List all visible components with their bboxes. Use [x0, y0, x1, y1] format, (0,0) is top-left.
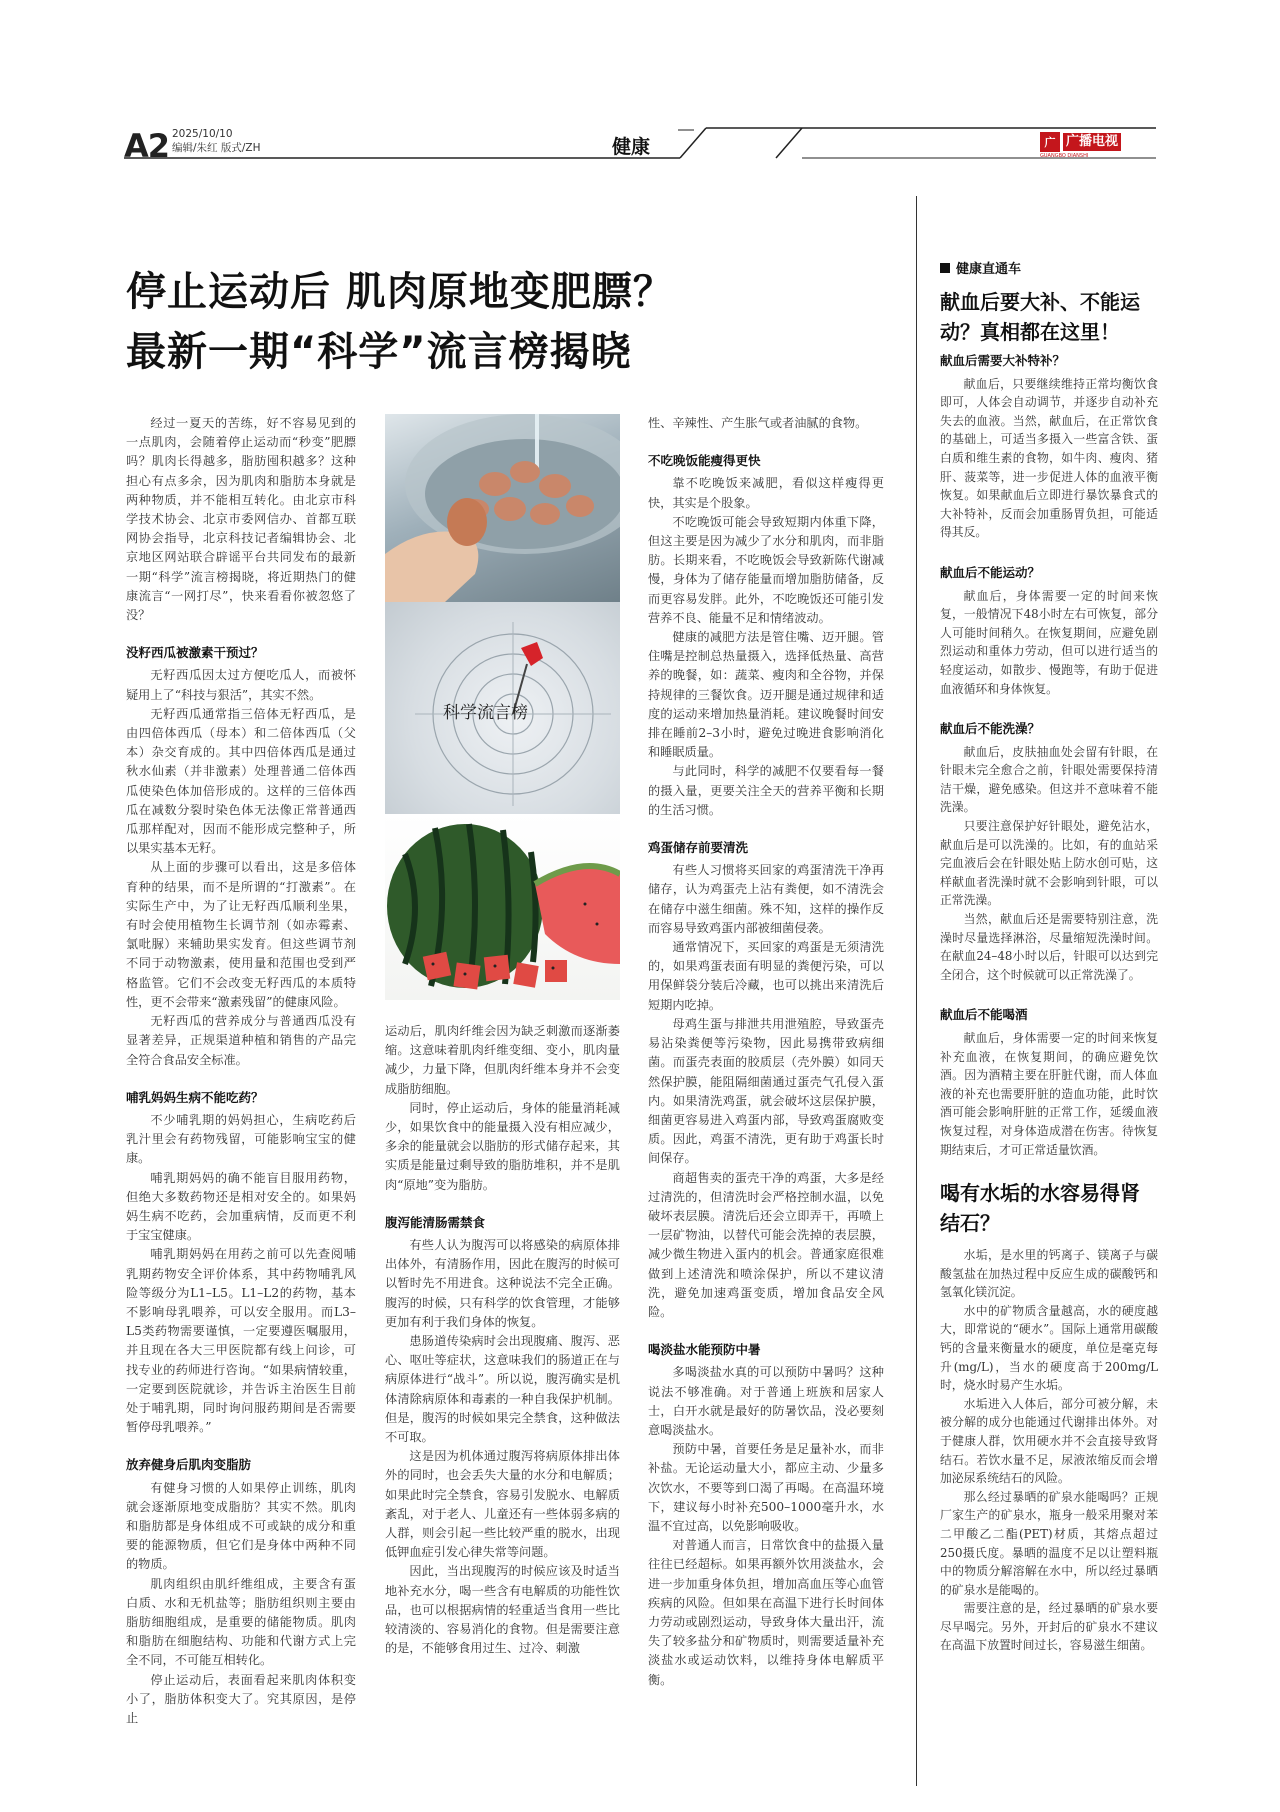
paragraph: 无籽西瓜通常指三倍体无籽西瓜，是由四倍体西瓜（母本）和二倍体西瓜（父本）杂交育成的。其中四倍体西瓜是通过秋水仙素（并非激素）处理普通二倍体西瓜使染色体加倍形成的。这样的三倍体西瓜在减数分裂时染色体无法像正常普通西瓜那样配对，因而不能形成完整种子，所以果实基本无籽。	[126, 706, 356, 856]
issue-date: 2025/10/10	[172, 128, 233, 140]
intro-paragraph: 经过一夏天的苦练，好不容易见到的一点肌肉，会随着停止运动而“秒变”肥膘吗？肌肉长得越多，脂肪囤积越多？这种担心有点多余，因为肌肉和脂肪本身就是两种物质，并不能相互转化。由北京市科学技术协会、北京市委网信办、首都互联网协会指导，北京科技记者编辑协会、北京地区网站联合辟谣平台共同发布的最新一期“科学”流言榜揭晓，将近期热门的健康流言“一网打尽”，快来看看你被忽悠了没？	[126, 416, 356, 623]
section-title: 健康	[612, 136, 651, 158]
paragraph: 商超售卖的蛋壳干净的鸡蛋，大多是经过清洗的，但清洗时会严格控制水温，以免破坏表层膜。清洗后还会立即弄干，再喷上一层矿物油，以替代可能会洗掉的表层膜，减少微生物进入蛋内的机会。普通家庭很难做到上述清洗和喷涂保护，所以不建议清洗，避免加速鸡蛋变质，增加食品安全风险。	[648, 1170, 884, 1319]
eggs-illustration	[385, 414, 620, 602]
logo-text: 广播电视	[1063, 133, 1121, 151]
paragraph: 需要注意的是，经过暴晒的矿泉水要尽早喝完。另外，开封后的矿泉水不建议在高温下放置时间过长，容易滋生细菌。	[940, 1601, 1158, 1653]
main-headline	[126, 262, 906, 382]
paragraph: 哺乳期妈妈在用药之前可以先查阅哺乳期药物安全评价体系，其中药物哺乳风险等级分为L1–L5。L1–L2的药物，基本不影响母乳喂养，可以安全服用。而L3–L5类药物需要谨慎，一定要遵医嘱服用，并且现在各大三甲医院都有线上问诊，可找专业的药师进行咨询。“如果病情较重，一定要到医院就诊，并告诉主治医生目前处于哺乳期，同时询问服药期间是否需要暂停母乳喂养。”	[126, 1247, 356, 1435]
subhead-diarrhea-fasting: 腹泻能清肠需禁食	[385, 1214, 486, 1230]
square-bullet-icon	[940, 263, 950, 273]
logo-subtext: GUANGBO DIANSHI	[1040, 153, 1089, 159]
sidebar-title-blood-donation	[940, 287, 1160, 347]
article-column-2	[385, 1022, 620, 1659]
paragraph: 无籽西瓜因太过方便吃瓜人，而被怀疑用上了“科技与狠活”，其实不然。	[126, 668, 356, 702]
paragraph: 性、辛辣性、产生胀气或者油腻的食物。	[648, 416, 868, 430]
paragraph: 与此同时，科学的减肥不仅要看每一餐的摄入量，更要关注全天的营养平衡和长期的生活习惯。	[648, 764, 884, 817]
paragraph: 无籽西瓜的营养成分与普通西瓜没有显著差异，正规渠道种植和销售的产品完全符合食品安全标准。	[126, 1014, 356, 1067]
subhead-breastfeeding-medicine: 哺乳妈妈生病不能吃药？	[126, 1089, 264, 1105]
subhead-donation-exercise: 献血后不能运动？	[940, 564, 1041, 580]
paragraph: 献血后，身体需要一定的时间来恢复，一般情况下48小时左右可恢复，部分人可能时间稍久。在恢复期间，应避免剧烈运动和重体力劳动，但可以进行适当的轻度运动，如散步、慢跑等，有助于促进血液循环和身体恢复。	[940, 588, 1158, 696]
page-number: A2	[124, 127, 170, 165]
paragraph: 这是因为机体通过腹泻将病原体排出体外的同时，也会丢失大量的水分和电解质；如果此时完全禁食，容易引发脱水、电解质紊乱，对于老人、儿童还有一些体弱多病的人群，则会引起一些比较严重的脱水，出现低钾血症引发心律失常等问题。	[385, 1449, 620, 1560]
paragraph: 献血后，身体需要一定的时间来恢复补充血液，在恢复期间，的确应避免饮酒。因为酒精主要在肝脏代谢，而人体血液的补充也需要肝脏的造血功能，此时饮酒可能会影响肝脏的正常工作，延缓血液恢复过程，对身体造成潜在伤害。待恢复期结束后，才可正常适量饮酒。	[940, 1031, 1158, 1157]
paragraph: 患肠道传染病时会出现腹痛、腹泻、恶心、呕吐等症状，这意味我们的肠道正在与病原体进行“战斗”。所以说，腹泻确实是机体清除病原体和毒素的一种自我保护机制。但是，腹泻的时候如果完全禁食，这种做法不可取。	[385, 1334, 620, 1445]
article-column-1	[126, 414, 356, 1728]
sidebar-title-scale-water	[940, 1178, 1160, 1238]
paragraph: 不少哺乳期的妈妈担心，生病吃药后乳汁里会有药物残留，可能影响宝宝的健康。	[126, 1112, 356, 1166]
rumor-list-graphic	[385, 602, 620, 814]
sidebar-blood-donation-body	[940, 352, 1158, 1159]
paragraph: 水中的矿物质含量越高，水的硬度越大，即常说的“硬水”。国际上通常用碳酸钙的含量来衡量水的硬度，单位是毫克每升(mg/L)，当水的硬度高于200mg/L时，烧水时易产生水垢。	[940, 1303, 1158, 1393]
paragraph: 有些人习惯将买回家的鸡蛋清洗干净再储存，认为鸡蛋壳上沾有粪便，如不清洗会在储存中滋生细菌。殊不知，这样的操作反而容易导致鸡蛋内部被细菌侵袭。	[648, 863, 884, 935]
paragraph: 预防中暑，首要任务是足量补水，而非补盐。无论运动量大小，都应主动、少量多次饮水，不要等到口渴了再喝。在高温环境下，建议每小时补充500–1000毫升水，水温不宜过高，以免影响吸收。	[648, 1442, 884, 1533]
logo-mark: 广	[1040, 132, 1060, 152]
paragraph: 有些人认为腹泻可以将感染的病原体排出体外，有清肠作用，因此在腹泻的时候可以暂时先不用进食。这种说法不完全正确。腹泻的时候，只有科学的饮食管理，才能够更加有利于我们身体的恢复。	[385, 1238, 620, 1329]
subhead-donation-alcohol: 献血后不能喝酒	[940, 1007, 1028, 1023]
column-divider	[916, 196, 917, 1786]
paragraph: 靠不吃晚饭来减肥，看似这样瘦得更快，其实是个股象。	[648, 476, 884, 510]
paragraph: 哺乳期妈妈的确不能盲目服用药物，但绝大多数药物还是相对安全的。如果妈妈生病不吃药，会加重病情，反而更不利于宝宝健康。	[126, 1170, 356, 1243]
paragraph: 不吃晚饭可能会导致短期内体重下降，但这主要是因为减少了水分和肌肉，而非脂肪。长期来看，不吃晚饭会导致新陈代谢减慢，身体为了储存能量而增加脂肪储备，反而更容易发胖。此外，不吃晚饭还可能引发营养不良、能量不足和情绪波动。	[648, 514, 884, 625]
subhead-salt-water: 喝淡盐水能预防中暑	[648, 1342, 761, 1358]
sidebar-title-line: 喝有水垢的水容易得肾	[940, 1181, 1140, 1205]
paragraph: 母鸡生蛋与排泄共用泄殖腔，导致蛋壳易沾染粪便等污染物，因此易携带致病细菌。而蛋壳表面的胶质层（壳外膜）如同天然保护膜，能阻隔细菌通过蛋壳气孔侵入蛋内。如果清洗鸡蛋，就会破坏这层保护膜，细菌更容易进入鸡蛋内部，导致鸡蛋腐败变质。因此，鸡蛋不清洗，更有助于鸡蛋长时间保存。	[648, 1016, 884, 1166]
paragraph: 水垢进入人体后，部分可被分解，未被分解的成分也能通过代谢排出体外。对于健康人群，饮用硬水并不会直接导致肾结石。若饮水量不足，尿液浓缩反而会增加泌尿系统结石的风险。	[940, 1396, 1158, 1486]
paragraph: 运动后，肌肉纤维会因为缺乏刺激而逐渐萎缩。这意味着肌肉纤维变细、变小，肌肉量减少，力量下降，但肌肉纤维本身并不会变成脂肪细胞。	[385, 1024, 620, 1096]
paragraph: 对普通人而言，日常饮食中的盐摄入量往往已经超标。如果再额外饮用淡盐水，会进一步加重身体负担，增加高血压等心血管疾病的风险。但如果在高温下进行长时间体力劳动或剧烈运动，导致身体大量出汗，流失了较多盐分和矿物质时，则需要适量补充淡盐水或运动饮料，以维持身体电解质平衡。	[648, 1538, 884, 1687]
watermelon-illustration	[385, 814, 620, 1000]
subhead-seedless-watermelon: 没籽西瓜被激素干预过？	[126, 645, 264, 661]
editor-credit: 编辑/朱红 版式/ZH	[172, 142, 261, 154]
paragraph: 水垢，是水里的钙离子、镁离子与碳酸氢盐在加热过程中反应生成的碳酸钙和氢氧化镁沉淀。	[940, 1248, 1158, 1300]
rumor-list-label: 科学流言榜	[443, 703, 528, 723]
eggs-washing-photo	[385, 414, 620, 602]
paragraph: 有健身习惯的人如果停止训练，肌肉就会逐渐原地变成脂肪？其实不然。肌肉和脂肪都是身体组成不可或缺的成分和重要的能源物质，但它们是身体中两种不同的物质。	[126, 1480, 356, 1572]
subhead-donation-bathing: 献血后不能洗澡？	[940, 721, 1041, 737]
sidebar-title-line: 动？真相都在这里！	[940, 320, 1120, 344]
paragraph: 当然，献血后还是需要特别注意，洗澡时尽量选择淋浴，尽量缩短洗澡时间。在献血24–48小时以后，针眼可以达到完全闭合，这个时候就可以正常洗澡了。	[940, 912, 1158, 982]
headline-line-2: 最新一期“科学”流言榜揭晓	[126, 329, 632, 375]
header-rules	[120, 124, 1160, 164]
paragraph: 通常情况下，买回家的鸡蛋是无须清洗的，如果鸡蛋表面有明显的粪便污染，可以用保鲜袋分装后冷藏，也可以挑出来清洗后短期内吃掉。	[648, 940, 884, 1012]
headline-line-1: 停止运动后 肌肉原地变肥膘？	[126, 269, 674, 315]
paragraph: 肌肉组织由肌纤维组成，主要含有蛋白质、水和无机盐等；脂肪组织则主要由脂肪细胞组成，是重要的储能物质。肌肉和脂肪在细胞结构、功能和代谢方式上完全不同，不可能互相转化。	[126, 1576, 356, 1668]
paragraph: 同时，停止运动后，身体的能量消耗减少，如果饮食中的能量摄入没有相应减少，多余的能量就会以脂肪的形式储存起来，其实质是能量过剩导致的脂肪堆积，并不是肌肉“原地”变为脂肪。	[385, 1100, 620, 1192]
article-column-3	[648, 414, 884, 1690]
paragraph: 献血后，只要继续维持正常均衡饮食即可，人体会自动调节，并逐步自动补充失去的血液。当然，献血后，在正常饮食的基础上，可适当多摄入一些富含铁、蛋白质和维生素的食物，如牛肉、瘦肉、猪肝、菠菜等，进一步促进人体的血液平衡恢复。如果献血后立即进行暴饮暴食式的大补特补，反而会加重肠胃负担，可能适得其反。	[940, 376, 1158, 540]
sidebar-scale-water-body	[940, 1246, 1158, 1655]
sidebar-tag	[940, 258, 1021, 277]
subhead-donation-supplements: 献血后需要大补特补？	[940, 353, 1066, 368]
sidebar-title-line: 结石？	[940, 1211, 1000, 1235]
paragraph: 那么经过暴晒的矿泉水能喝吗？正规厂家生产的矿泉水，瓶身一般采用聚对苯二甲酸乙二酯(PET)材质，其熔点超过250摄氏度。暴晒的温度不足以让塑料瓶中的物质分解溶解在水中，所以经过暴晒的矿泉水是能喝的。	[940, 1489, 1158, 1597]
subhead-muscle-to-fat: 放弃健身后肌肉变脂肪	[126, 1457, 252, 1473]
subhead-skip-dinner: 不吃晚饭能瘦得更快	[648, 453, 761, 469]
paragraph: 健康的减肥方法是管住嘴、迈开腿。管住嘴是控制总热量摄入，选择低热量、高营养的晚餐，如：蔬菜、瘦肉和全谷物，并保持规律的三餐饮食。迈开腿是通过规律和适度的运动来增加热量消耗。建议晚餐时间安排在睡前2–3小时，避免过晚进食影响消化和睡眠质量。	[648, 630, 884, 760]
sidebar-title-line: 献血后要大补、不能运	[940, 290, 1140, 314]
watermelon-photo	[385, 814, 620, 1000]
paragraph: 因此，当出现腹泻的时候应该及时适当地补充水分，喝一些含有电解质的功能性饮品，也可以根据病情的轻重适当食用一些比较清淡的、容易消化的食物。但是需要注意的是，不能够食用过生、过冷、刺激	[385, 1564, 620, 1656]
subhead-wash-eggs: 鸡蛋储存前要清洗	[648, 840, 749, 856]
paragraph: 献血后，皮肤抽血处会留有针眼，在针眼未完全愈合之前，针眼处需要保持清洁干燥，避免感染。但这并不意味着不能洗澡。	[940, 744, 1158, 815]
paragraph: 停止运动后，表面看起来肌肉体积变小了，脂肪体积变大了。究其原因，是停止	[126, 1672, 356, 1725]
paragraph: 多喝淡盐水真的可以预防中暑吗？这种说法不够准确。对于普通上班族和居家人士，白开水就是最好的防暑饮品，没必要刻意喝淡盐水。	[648, 1365, 884, 1437]
paragraph: 从上面的步骤可以看出，这是多倍体育种的结果，而不是所谓的“打激素”。在实际生产中，为了让无籽西瓜顺利坐果，有时会使用植物生长调节剂（如赤霉素、氯吡脲）来辅助果实发育。但这些调节剂不同于动物激素，使用量和范围也受到严格监管。它们不会改变无籽西瓜的本质特性，更不会带来“激素残留”的健康风险。	[126, 860, 356, 1009]
paragraph: 只要注意保护好针眼处，避免沾水，献血后是可以洗澡的。比如，有的血站采完血液后会在针眼处贴上防水创可贴，这样献血者洗澡时就不会影响到针眼，可以正常洗澡。	[940, 819, 1158, 908]
sidebar-tag-label: 健康直通车	[956, 262, 1022, 277]
